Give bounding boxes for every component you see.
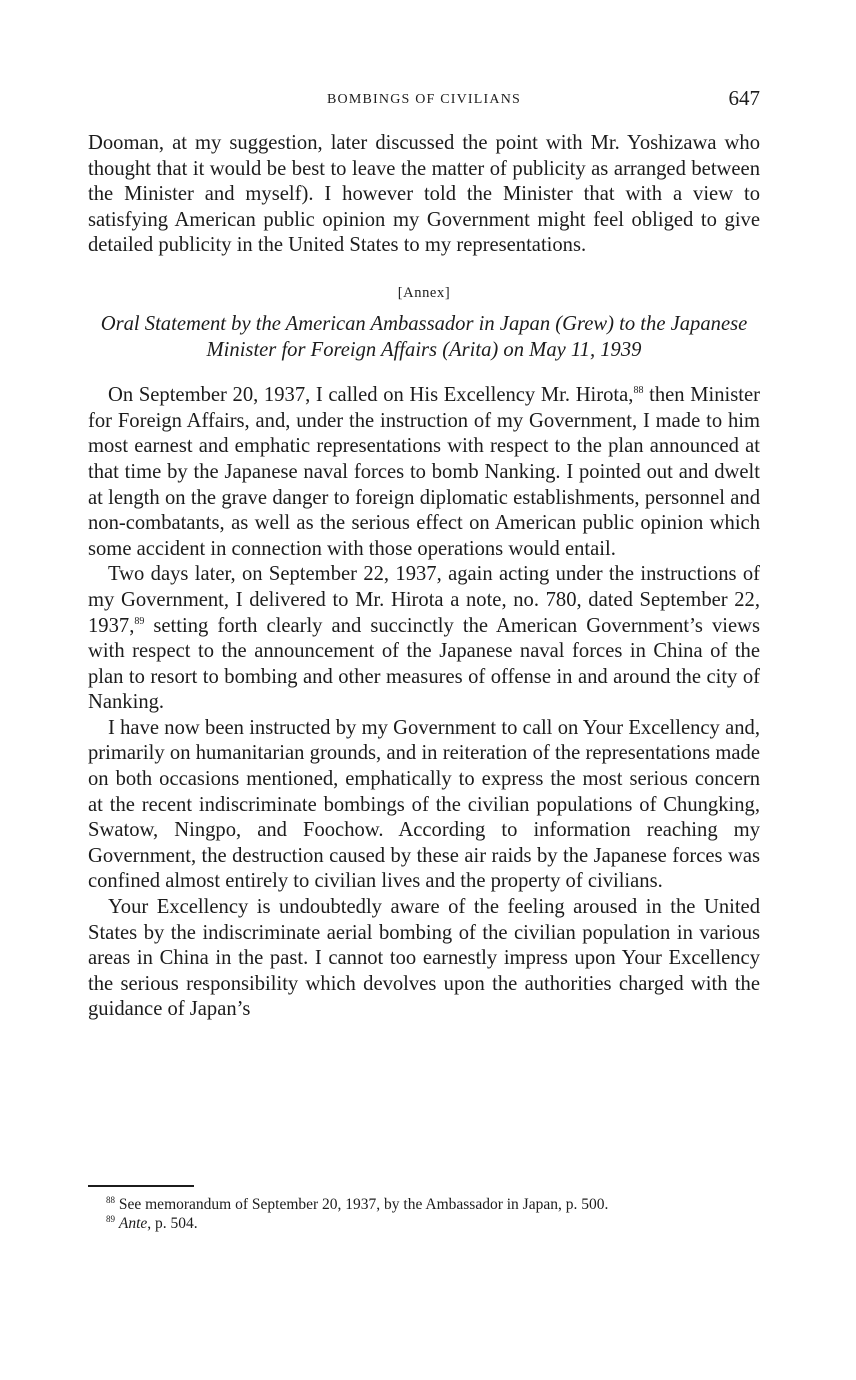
- footnotes: [88, 1195, 760, 1233]
- footnote-text-italic: Ante: [118, 1215, 148, 1232]
- footnote-ref-89: 89: [134, 615, 145, 627]
- footnote-ref-88: 88: [633, 385, 644, 397]
- footnote-text: , p. 504.: [147, 1215, 198, 1232]
- paragraph-instruction: I have now been instructed by my Government to call on Your Excellency and, primarily on humanitarian grounds, and in reiteration of the representations made on both occasions mentioned, emphatically to express the most serious concern at the recent indiscriminate bombings of the civilian populations of Chungking, Swatow, Ningpo, and Foochow. According to information reaching my Government, the destruction caused by these air raids by the Japanese forces was confined almost entirely to civilian lives and the property of civilians.: [88, 716, 760, 893]
- paragraph-text: Two days later, on September 22, 1937, again acting under the instructions of my Government, I delivered to Mr. Hirota a note, no. 780, dated September 22, 1937,: [88, 563, 760, 637]
- page-number: 647: [728, 86, 760, 110]
- running-head: [88, 86, 760, 118]
- footnote-89: [88, 1214, 760, 1233]
- paragraph-text: setting forth clearly and succinctly the American Government’s views with respect to the announcement of the Japanese naval forces in China of the plan to resort to bombing and other measures of offense in and around the city of Nanking.: [88, 614, 760, 714]
- paragraph-september-22: [88, 562, 760, 716]
- running-title: BOMBINGS OF CIVILIANS: [327, 92, 521, 107]
- footnote-88: [88, 1195, 760, 1214]
- footnote-marker: 89: [106, 1214, 115, 1224]
- paragraph-continuation: Dooman, at my suggestion, later discussed the point with Mr. Yoshizawa who thought that it would be best to leave the matter of publicity as arranged between the Minister and myself). I however told the Minister that with a view to satisfying American public opinion my Government might feel obliged to give detailed publicity in the United States to my representations.: [88, 132, 760, 257]
- footnote-text: See memorandum of September 20, 1937, by the Ambassador in Japan, p. 500.: [118, 1196, 609, 1213]
- statement-title: Oral Statement by the American Ambassador in Japan (Grew) to the Japanese Minister for Foreign Affairs (Arita) on May 11, 1939: [100, 312, 748, 361]
- annex-label: [Annex]: [397, 284, 451, 301]
- paragraph-feeling-aroused: Your Excellency is undoubtedly aware of the feeling aroused in the United States by the indiscriminate aerial bombing of the civilian population in various areas in China in the past. I cannot too earnestly impress upon Your Excellency the serious responsibility which devolves upon the authorities charged with the guidance of Japan’s: [88, 896, 760, 1021]
- paragraph-text: On September 20, 1937, I called on His Excellency Mr. Hirota,: [108, 384, 634, 407]
- body-text: [88, 131, 760, 1023]
- footnote-marker: 88: [106, 1195, 115, 1205]
- paragraph-text: then Minister for Foreign Affairs, and, under the instruction of my Government, I made to him most earnest and emphatic representations with respect to the plan announced at that time by the Japanese naval forces to bomb Nanking. I pointed out and dwelt at length on the grave danger to foreign diplomatic establishments, personnel and non-combatants, as well as the serious effect on American public opinion which some accident in connection with those operations would entail.: [88, 384, 760, 560]
- footnote-divider: [88, 1185, 194, 1187]
- paragraph-september-20: [88, 383, 760, 562]
